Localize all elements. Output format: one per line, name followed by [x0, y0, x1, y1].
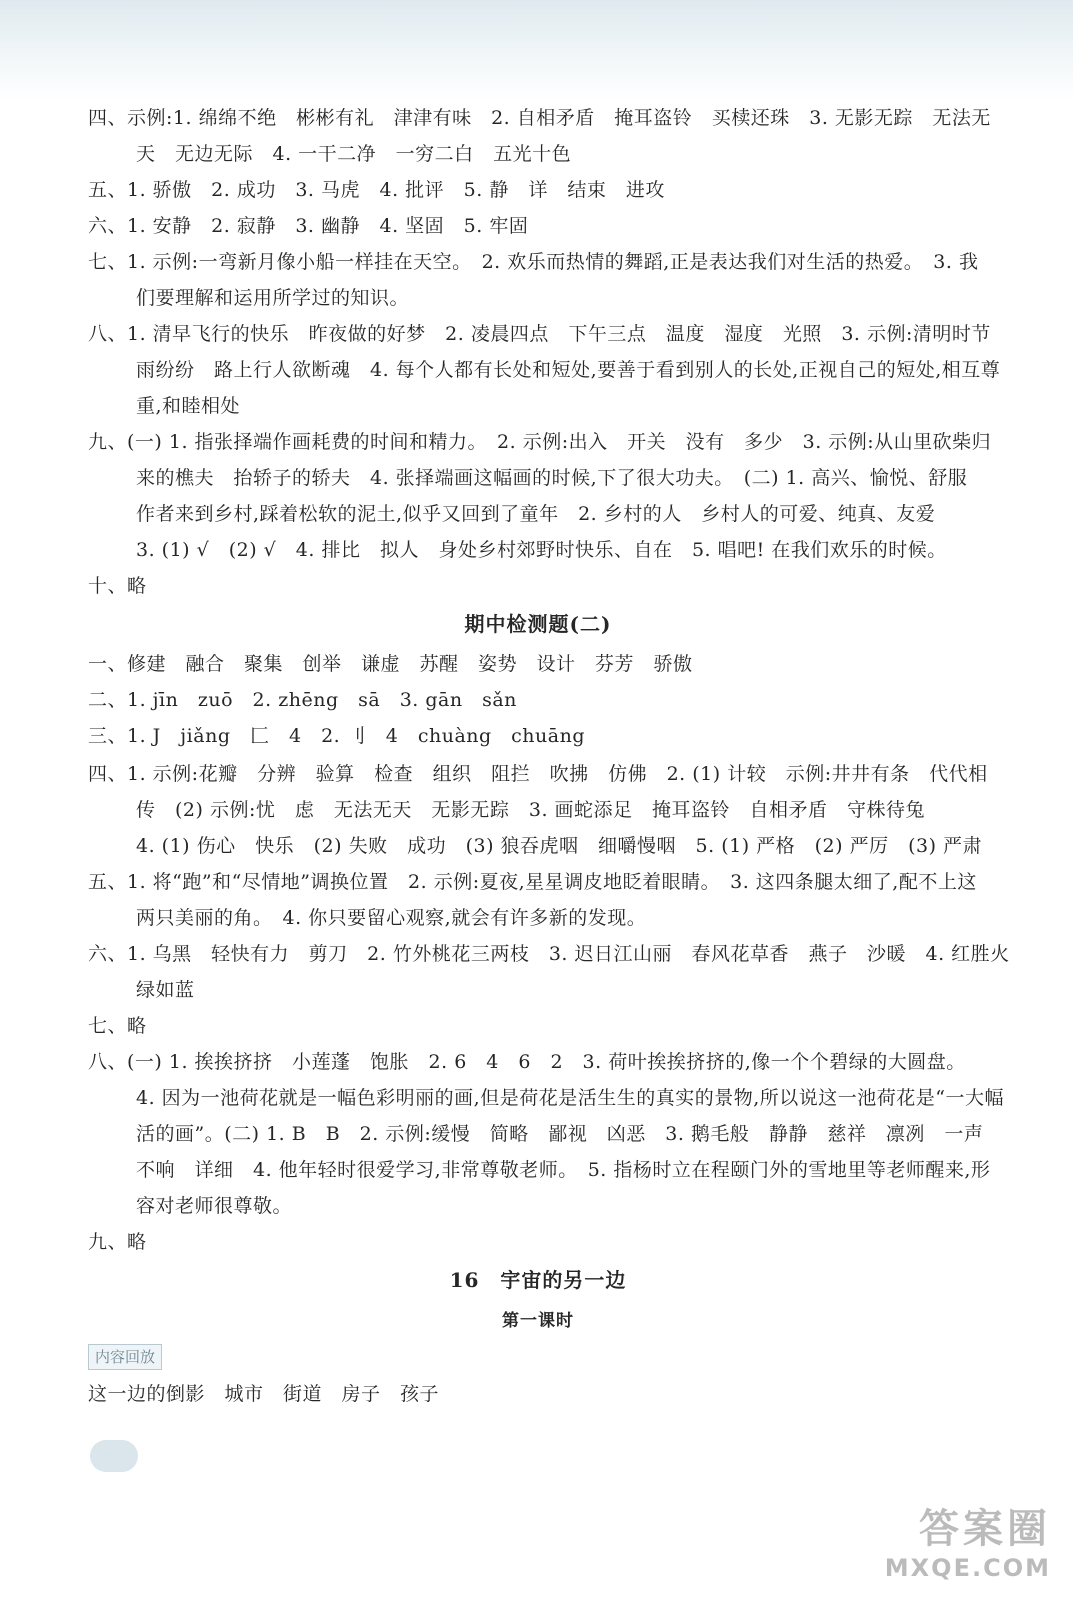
answer-line-b-17: 九、略: [88, 1231, 147, 1253]
answer-line-a-11: 来的樵夫 抬轿子的轿夫 4. 张择端画这幅画的时候,下了很大功夫。 (二) 1. 高兴、愉悦、舒服: [136, 467, 968, 489]
answer-line-b-11: 七、略: [88, 1015, 147, 1037]
answer-line-a-4: 六、1. 安静 2. 寂静 3. 幽静 4. 坚固 5. 牢固: [88, 215, 529, 237]
answer-line-a-7: 八、1. 清早飞行的快乐 昨夜做的好梦 2. 凌晨四点 下午三点 温度 湿度 光照 3. 示例:清明时节: [88, 323, 991, 345]
answer-line-a-6: 们要理解和运用所学过的知识。: [136, 287, 410, 309]
answer-line-b-4: 四、1. 示例:花瓣 分辨 验算 检查 组织 阻拦 吹拂 仿佛 2. (1) 计较 示例:井井有条 代代相: [88, 763, 988, 785]
answer-line-a-3: 五、1. 骄傲 2. 成功 3. 马虎 4. 批评 5. 静 详 结束 进攻: [88, 179, 665, 201]
lesson-subtitle: 第一课时: [502, 1311, 574, 1331]
watermark-url: MXQE.COM: [884, 1554, 1051, 1582]
answer-line-b-10: 绿如蓝: [136, 979, 195, 1001]
lesson-title: 16 宇宙的另一边: [449, 1268, 627, 1292]
answer-line-a-14: 十、略: [88, 575, 147, 597]
answer-line-b-1: 一、修建 融合 聚集 创举 谦虚 苏醒 姿势 设计 芬芳 骄傲: [88, 653, 693, 675]
site-watermark: [885, 1497, 1051, 1582]
section-title-midterm: 期中检测题(二): [464, 612, 612, 636]
answer-line-a-10: 九、(一) 1. 指张择端作画耗费的时间和精力。 2. 示例:出入 开关 没有 多少 3. 示例:从山里砍柴归: [88, 431, 992, 453]
answer-line-a-12: 作者来到乡村,踩着松软的泥土,似乎又回到了童年 2. 乡村的人 乡村人的可爱、纯真、友爱: [136, 503, 936, 525]
answer-line-b-7: 五、1. 将“跑”和“尽情地”调换位置 2. 示例:夏夜,星星调皮地眨着眼睛。 3. 这四条腿太细了,配不上这: [88, 871, 977, 893]
content-review-label: 内容回放: [88, 1344, 162, 1370]
answer-line-a-8: 雨纷纷 路上行人欲断魂 4. 每个人都有长处和短处,要善于看到别人的长处,正视自己的短处,相互尊: [136, 359, 1001, 381]
answer-line-b-2: 二、1. jīn zuō 2. zhēng sā 3. gān sǎn: [88, 689, 517, 711]
answer-line-b-15: 不响 详细 4. 他年轻时很爱学习,非常尊敬老师。 5. 指杨时立在程颐门外的雪地里等老师醒来,形: [136, 1159, 991, 1181]
answer-line-b-14: 活的画”。(二) 1. B B 2. 示例:缓慢 简略 鄙视 凶恶 3. 鹅毛般 静静 慈祥 凛冽 一声: [136, 1123, 984, 1145]
answer-line-b-16: 容对老师很尊敬。: [136, 1195, 293, 1217]
page-header-tint: [0, 0, 1073, 100]
answer-line-b-12: 八、(一) 1. 挨挨挤挤 小莲蓬 饱胀 2. 6 4 6 2 3. 荷叶挨挨挤挤的,像一个个碧绿的大圆盘。: [88, 1051, 966, 1073]
answer-line-b-6: 4. (1) 伤心 快乐 (2) 失败 成功 (3) 狼吞虎咽 细嚼慢咽 5. (1) 严格 (2) 严厉 (3) 严肃: [136, 835, 983, 857]
answer-line-b-3: 三、1. J jiǎng 匚 4 2. 刂 4 chuàng chuāng: [88, 725, 586, 747]
corner-decoration: [90, 1440, 138, 1472]
answer-line-a-5: 七、1. 示例:一弯新月像小船一样挂在天空。 2. 欢乐而热情的舞蹈,正是表达我们对生活的热爱。 3. 我: [88, 251, 979, 273]
answer-line-b-13: 4. 因为一池荷花就是一幅色彩明丽的画,但是荷花是活生生的真实的景物,所以说这一池荷花是“一大幅: [136, 1087, 1004, 1109]
watermark-text: 答案圈: [919, 1506, 1051, 1552]
answer-line-a-9: 重,和睦相处: [136, 395, 241, 417]
answer-line-b-8: 两只美丽的角。 4. 你只要留心观察,就会有许多新的发现。: [136, 907, 647, 929]
answer-line-a-1: 四、示例:1. 绵绵不绝 彬彬有礼 津津有味 2. 自相矛盾 掩耳盗铃 买椟还珠 3. 无影无踪 无法无: [88, 107, 991, 129]
answer-line-b-9: 六、1. 乌黑 轻快有力 剪刀 2. 竹外桃花三两枝 3. 迟日江山丽 春风花草香 燕子 沙暖 4. 红胜火: [88, 943, 1010, 965]
content-review-answer: 这一边的倒影 城市 街道 房子 孩子: [88, 1383, 440, 1405]
answer-line-b-5: 传 (2) 示例:忧 虑 无法无天 无影无踪 3. 画蛇添足 掩耳盗铃 自相矛盾 守株待兔: [136, 799, 926, 821]
answer-line-a-2: 天 无边无际 4. 一干二净 一穷二白 五光十色: [136, 143, 572, 165]
answer-line-a-13: 3. (1) √ (2) √ 4. 排比 拟人 身处乡村郊野时快乐、自在 5. 唱吧! 在我们欢乐的时候。: [136, 539, 947, 561]
